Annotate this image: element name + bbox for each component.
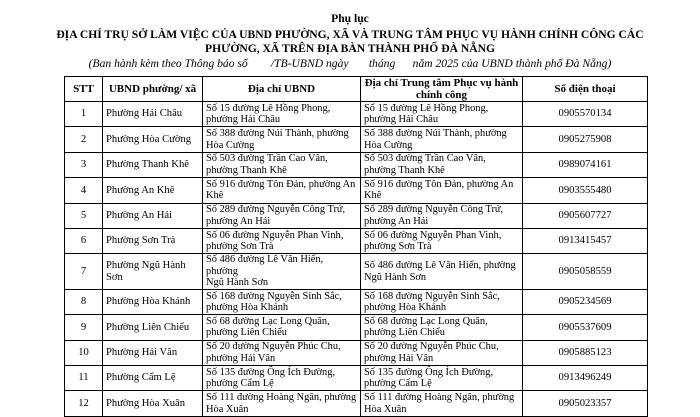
phone-number-cell: 0989074161 xyxy=(523,152,648,177)
stt-cell: 1 xyxy=(65,102,103,127)
ubnd-address-line: Số 916 đường Tôn Đản, phường An xyxy=(206,178,356,190)
service-center-address-line: Số 916 đường Tôn Đản, phường An xyxy=(364,178,514,190)
service-center-address-line: Số 135 đường Ông Ích Đường, xyxy=(364,366,494,378)
service-center-address-cell xyxy=(361,254,523,290)
service-center-address-line: phường Hòa Khánh xyxy=(364,302,447,314)
service-center-address-line: phường Liên Chiểu xyxy=(364,327,445,339)
service-center-address-line: Số 503 đường Trần Cao Vân, xyxy=(364,153,486,165)
phone-number-cell: 0905234569 xyxy=(523,289,648,314)
ubnd-address-line: phường Hải Châu xyxy=(206,114,281,126)
ubnd-address-line: Số 388 đường Núi Thành, phường xyxy=(206,128,349,140)
ubnd-address-line: phường Cẩm Lệ xyxy=(206,378,274,390)
service-center-address-line: Số 06 đường Nguyễn Phan Vinh, xyxy=(364,229,502,241)
ubnd-address-cell xyxy=(203,340,361,365)
stt-cell: 4 xyxy=(65,178,103,203)
service-center-address-cell xyxy=(361,127,523,152)
ubnd-address-cell xyxy=(203,366,361,391)
service-center-address-cell xyxy=(361,366,523,391)
ubnd-address-cell xyxy=(203,102,361,127)
document-title-line2: PHƯỜNG, XÃ TRÊN ĐỊA BÀN THÀNH PHỐ ĐÀ NẴNG xyxy=(205,42,495,55)
service-center-address-line: phường Cẩm Lệ xyxy=(364,378,432,390)
phone-number-cell: 0913415457 xyxy=(523,228,648,253)
ubnd-address-cell xyxy=(203,391,361,416)
service-center-address-cell xyxy=(361,228,523,253)
ubnd-address-line: phường Hòa Khánh xyxy=(206,302,289,314)
phone-number-cell: 0913496249 xyxy=(523,366,648,391)
ubnd-address-line: phường Liên Chiểu xyxy=(206,327,287,339)
service-center-address-line: Số 486 đường Lê Văn Hiến, phường xyxy=(364,260,516,272)
stt-cell: 9 xyxy=(65,315,103,340)
service-center-address-cell xyxy=(361,391,523,416)
ubnd-address-line: Số 68 đường Lạc Long Quân, xyxy=(206,315,330,327)
stt-cell: 12 xyxy=(65,391,103,416)
ubnd-address-line: Số 289 đường Nguyễn Công Trứ, xyxy=(206,204,346,216)
ubnd-address-line: Số 20 đường Nguyễn Phúc Chu, xyxy=(206,341,341,353)
ward-name-line: Phường Ngũ Hành xyxy=(106,260,186,272)
table-row xyxy=(65,340,648,365)
ubnd-address-cell xyxy=(203,254,361,290)
service-center-address-cell xyxy=(361,178,523,203)
ubnd-address-cell xyxy=(203,289,361,314)
phone-number-cell: 0905570134 xyxy=(523,102,648,127)
service-center-address-line: phường Thanh Khê xyxy=(364,164,445,176)
ward-name-cell: Phường Thanh Khê xyxy=(103,152,203,177)
ubnd-address-line: Ngũ Hành Sơn xyxy=(206,277,269,289)
ubnd-address-line: phường An Hải xyxy=(206,215,271,227)
column-header-stt: STT xyxy=(65,77,103,102)
stt-cell: 6 xyxy=(65,228,103,253)
table-row xyxy=(65,102,648,127)
service-center-address-line: Khê xyxy=(364,190,382,202)
column-header-ubnd-address: Địa chỉ UBND xyxy=(203,77,361,102)
service-center-address-line: phường Sơn Trà xyxy=(364,241,432,253)
service-center-address-line: phường An Hải xyxy=(364,215,429,227)
service-center-address-cell xyxy=(361,315,523,340)
stt-cell: 2 xyxy=(65,127,103,152)
stt-cell: 7 xyxy=(65,254,103,290)
ward-name-cell: Phường Cẩm Lệ xyxy=(103,366,203,391)
ward-name-cell: Phường Hòa Khánh xyxy=(103,289,203,314)
phone-number-cell: 0905275908 xyxy=(523,127,648,152)
table-row xyxy=(65,127,648,152)
table-header-row xyxy=(65,77,648,102)
ubnd-address-line: Khê xyxy=(206,190,224,202)
service-center-address-line: Số 20 đường Nguyễn Phúc Chu, xyxy=(364,341,499,353)
service-center-address-cell xyxy=(361,203,523,228)
service-center-address-cell xyxy=(361,340,523,365)
stt-cell: 10 xyxy=(65,340,103,365)
service-center-address-line: Số 68 đường Lạc Long Quân, xyxy=(364,315,488,327)
ward-name-line: Sơn xyxy=(106,271,123,283)
ubnd-address-line: phường Thanh Khê xyxy=(206,164,287,176)
stt-cell: 3 xyxy=(65,152,103,177)
address-table xyxy=(64,76,648,417)
ubnd-address-line: Hòa Xuân xyxy=(206,403,249,415)
service-center-address-line: Số 388 đường Núi Thành, phường xyxy=(364,128,507,140)
phone-number-cell: 0905885123 xyxy=(523,340,648,365)
service-center-address-line: Số 111 đường Hoàng Ngân, phường xyxy=(364,392,515,404)
service-center-address-line: Số 168 đường Nguyễn Sinh Sắc, xyxy=(364,290,500,302)
subtitle-part1: (Ban hành kèm theo Thông báo số xyxy=(88,57,248,70)
phone-number-cell: 0905058559 xyxy=(523,254,648,290)
stt-cell: 8 xyxy=(65,289,103,314)
service-center-address-line: phường Hải Châu xyxy=(364,114,439,126)
ubnd-address-line: Hòa Cường xyxy=(206,139,255,151)
column-header-ward: UBND phường/ xã xyxy=(103,77,203,102)
ward-name-cell xyxy=(103,254,203,290)
service-center-address-line: Hòa Xuân xyxy=(364,403,407,415)
ward-name-cell: Phường Hòa Xuân xyxy=(103,391,203,416)
service-center-address-line: Số 289 đường Nguyễn Công Trứ, xyxy=(364,204,504,216)
ubnd-address-line: Số 15 đường Lê Hồng Phong, xyxy=(206,102,331,114)
ubnd-address-line: Số 06 đường Nguyễn Phan Vinh, xyxy=(206,229,344,241)
ubnd-address-line: Số 168 đường Nguyễn Sinh Sắc, xyxy=(206,290,342,302)
service-center-address-line: Ngũ Hành Sơn xyxy=(364,271,427,283)
service-center-address-line: Số 15 đường Lê Hồng Phong, xyxy=(364,102,489,114)
table-row xyxy=(65,391,648,416)
ubnd-address-line: phường Sơn Trà xyxy=(206,241,274,253)
ubnd-address-line: Số 486 đường Lê Văn Hiến, phường xyxy=(206,254,324,277)
phone-number-cell: 0903555480 xyxy=(523,178,648,203)
ward-name-cell: Phường Liên Chiểu xyxy=(103,315,203,340)
stt-cell: 5 xyxy=(65,203,103,228)
table-row xyxy=(65,289,648,314)
ubnd-address-cell xyxy=(203,152,361,177)
table-row xyxy=(65,315,648,340)
ward-name-cell: Phường An Khê xyxy=(103,178,203,203)
ward-name-cell: Phường Hải Châu xyxy=(103,102,203,127)
document-title-line1: ĐỊA CHỈ TRỤ SỞ LÀM VIỆC CỦA UBND PHƯỜNG, XÃ VÀ TRUNG TÂM PHỤC VỤ HÀNH CHÍNH CÔNG CÁC xyxy=(56,28,644,41)
column-header-service-center-address: Địa chỉ Trung tâm Phục vụ hành chính công xyxy=(361,77,523,102)
table-row xyxy=(65,178,648,203)
ward-name-cell: Phường Sơn Trà xyxy=(103,228,203,253)
service-center-address-line: phường Hải Vân xyxy=(364,352,434,364)
ubnd-address-cell xyxy=(203,178,361,203)
ubnd-address-cell xyxy=(203,315,361,340)
phone-number-cell: 0905023357 xyxy=(523,391,648,416)
table-row xyxy=(65,228,648,253)
table-row xyxy=(65,152,648,177)
service-center-address-cell xyxy=(361,152,523,177)
subtitle-part4: năm 2025 của UBND thành phố Đà Nẵng) xyxy=(412,57,612,70)
column-header-phone: Số điện thoại xyxy=(523,77,648,102)
ubnd-address-line: phường Hải Vân xyxy=(206,352,276,364)
ubnd-address-line: Số 503 đường Trần Cao Vân, xyxy=(206,153,328,165)
stt-cell: 11 xyxy=(65,366,103,391)
ubnd-address-line: Số 135 đường Ông Ích Đường, xyxy=(206,366,336,378)
ubnd-address-cell xyxy=(203,203,361,228)
subtitle-part2: /TB-UBND ngày xyxy=(270,57,349,70)
table-row xyxy=(65,366,648,391)
ward-name-cell: Phường Hải Vân xyxy=(103,340,203,365)
service-center-address-line: Hòa Cường xyxy=(364,139,413,151)
table-row xyxy=(65,203,648,228)
subtitle-part3: tháng xyxy=(368,57,396,70)
service-center-address-cell xyxy=(361,289,523,314)
ubnd-address-cell xyxy=(203,127,361,152)
phone-number-cell: 0905607727 xyxy=(523,203,648,228)
table-row xyxy=(65,254,648,290)
ubnd-address-line: Số 111 đường Hoàng Ngân, phường xyxy=(206,392,357,404)
phone-number-cell: 0905537609 xyxy=(523,315,648,340)
ward-name-cell: Phường An Hải xyxy=(103,203,203,228)
ubnd-address-cell xyxy=(203,228,361,253)
appendix-heading: Phụ lục xyxy=(331,12,369,25)
document-subtitle xyxy=(0,56,700,71)
ward-name-cell: Phường Hòa Cường xyxy=(103,127,203,152)
service-center-address-cell xyxy=(361,102,523,127)
